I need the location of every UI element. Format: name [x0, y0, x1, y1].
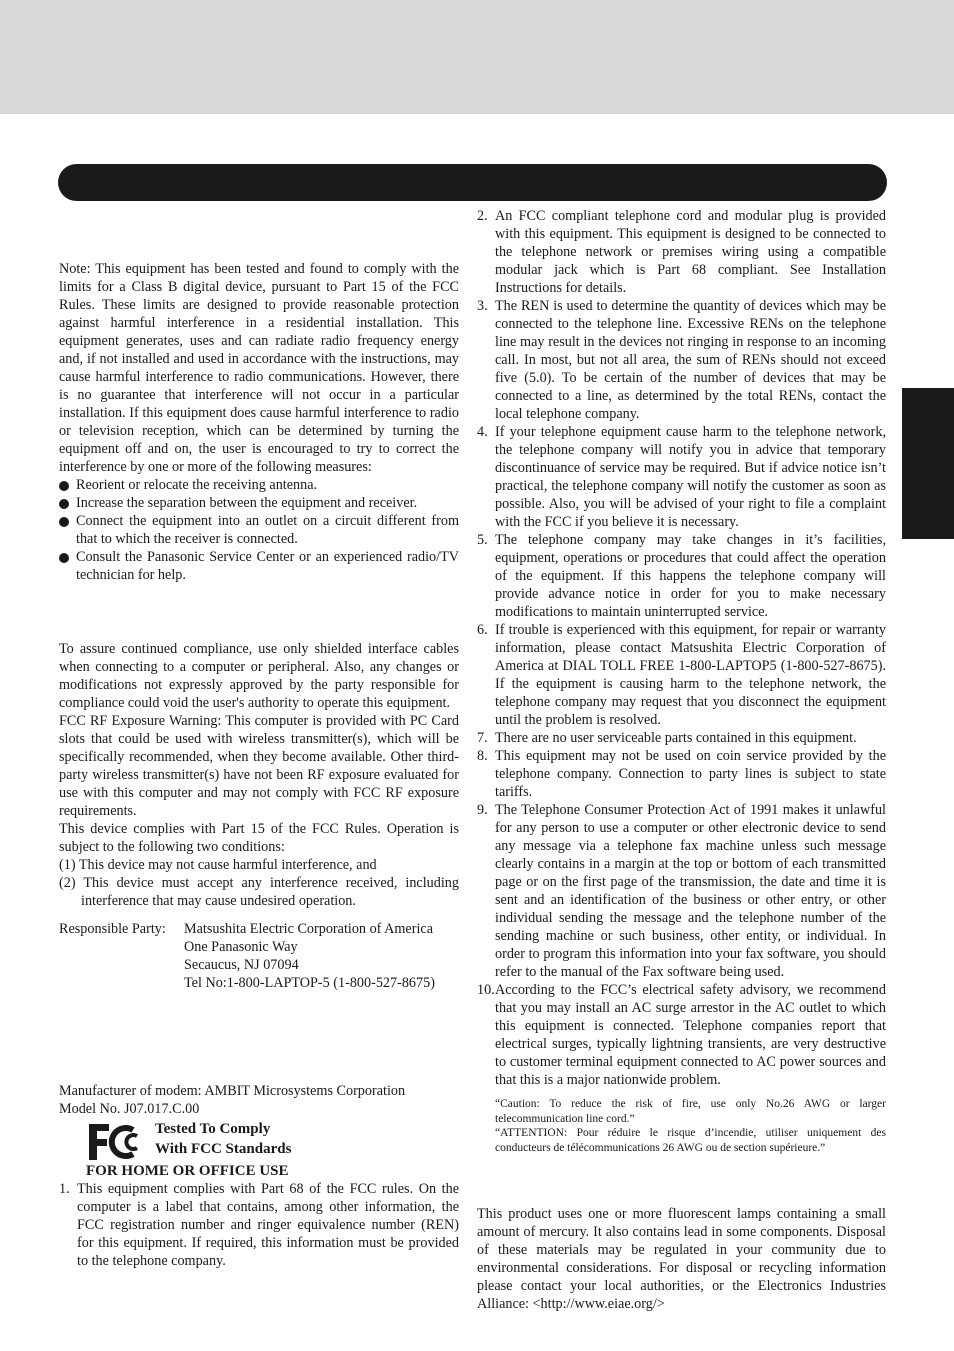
modem-manufacturer: Manufacturer of modem: AMBIT Microsystems Corporation	[59, 1083, 406, 1099]
fcc-compliance-block	[59, 1120, 459, 1180]
fcc-class-b-note: Note: This equipment has been tested and found to comply with the limits for a Class B digital device, pursuant to Part 15 of the FCC Rules. These limits are designed to provide reasonable protection against harmful interference in a residential installation. This equipment generates, uses and can radiate radio frequency energy and, if not installed and used in accordance with the instructions, may cause harmful interference to radio communications. However, there is no guarantee that interference will not occur in a particular installation. If this equipment does cause harmful interference to radio or television reception, which can be determined by turning the equipment off and on, the user is encouraged to try to correct the interference by one or more of the following measures:	[59, 261, 459, 475]
section-header-bar	[58, 164, 887, 201]
bullet-item: Increase the separation between the equipment and receiver.	[59, 494, 459, 512]
bullet-item: Consult the Panasonic Service Center or an experienced radio/TV technician for help.	[59, 548, 459, 584]
mercury-notice	[477, 1205, 886, 1313]
left-column	[59, 260, 459, 584]
list-item: 7. There are no user serviceable parts contained in this equipment.	[477, 730, 857, 746]
responsible-label: Responsible Party:	[59, 921, 166, 937]
bullet-item: Reorient or relocate the receiving antenna.	[59, 476, 459, 494]
list-item: 8. This equipment may not be used on coin service provided by the telephone company. Connection to party lines is subject to state tariffs.	[477, 748, 886, 800]
bullet-icon	[59, 553, 69, 563]
list-item: 6. If trouble is experienced with this equipment, for repair or warranty information, please contact Matsushita Electric Corporation of America at DIAL TOLL FREE 1-800-LAPTOP5 (1-800-527-8675). If the equipment is causing harm to the telephone network, the telephone company may request that you disconnect the equipment until the problem is resolved.	[477, 622, 886, 728]
list-item: 9. The Telephone Consumer Protection Act of 1991 makes it unlawful for any person to use a computer or other electronic device to send any message via a telephone fax machine unless such message clearly contains in a margin at the top or bottom of each transmitted page or on the first page of the transmission, the date and time it is sent and an identification of the business or other entry, or other individual sending the message and the telephone number of the sending machine or such business, other entity, or individual. In order to program this information into your fax software, you should refer to the manual of the Fax software being used.	[477, 802, 886, 980]
rf-warning-paragraph: FCC RF Exposure Warning: This computer is provided with PC Card slots that could be used with wireless transmitter(s), which will be specifically recommended, when they become available. Other third-party wireless transmitter(s) have not been RF exposure evaluated for use with this computer and may not comply with FCC RF exposure requirements.	[59, 713, 459, 819]
part15-paragraph: This device complies with Part 15 of the FCC Rules. Operation is subject to the following two conditions:	[59, 821, 459, 855]
caution-english: “Caution: To reduce the risk of fire, use only No.26 AWG or larger telecommunication line cord.”	[495, 1098, 886, 1125]
modem-model: Model No. J07.017.C.00	[59, 1101, 200, 1117]
side-tab-marker	[902, 388, 954, 539]
responsible-line: Secaucus, NJ 07094	[184, 957, 299, 973]
fcc-home-office-line: FOR HOME OR OFFICE USE	[86, 1163, 289, 1179]
responsible-party	[59, 920, 459, 992]
bullet-icon	[59, 517, 69, 527]
list-item: 5. The telephone company may take changes in it’s facilities, equipment, operations or procedures that could affect the operation of the equipment. If this happens the telephone company will provide advance notice in order for you to make necessary modifications to maintain uninterrupted service.	[477, 532, 886, 620]
left-column-modem	[59, 1082, 459, 1270]
list-item: 1. This equipment complies with Part 68 of the FCC rules. On the computer is a label that contains, among other information, the FCC registration number and ringer equivalence number (REN) for this equipment. If required, this information must be provided to the telephone company.	[59, 1181, 459, 1269]
responsible-line: One Panasonic Way	[184, 939, 298, 955]
bullet-icon	[59, 499, 69, 509]
top-gray-band	[0, 0, 954, 114]
list-item: 10. According to the FCC’s electrical safety advisory, we recommend that you may install an AC surge arrestor in the AC outlet to which this equipment is connected. Telephone companies report that electrical surges, typically lightning transients, are very destructive to customer terminal equipment connected to AC power sources and that this is a major nationwide problem.	[477, 982, 886, 1088]
bullet-item: Connect the equipment into an outlet on a circuit different from that to which the receiver is connected.	[59, 512, 459, 548]
right-column	[477, 207, 886, 1155]
list-item: 2. An FCC compliant telephone cord and modular plug is provided with this equipment. This equipment is designed to be connected to the telephone network or premises wiring using a compatible modular jack which is Part 68 compliant. See Installation Instructions for details.	[477, 208, 886, 296]
caution-french: “ATTENTION: Pour réduire le risque d’incendie, utiliser uniquement des conducteurs de télécommunications 26 AWG ou de section supérieure.”	[495, 1127, 886, 1154]
fcc-standards-line: With FCC Standards	[155, 1141, 292, 1157]
fcc-logo-icon	[87, 1122, 145, 1162]
fcc-tested-line: Tested To Comply	[155, 1121, 271, 1137]
mercury-paragraph: This product uses one or more fluorescent lamps containing a small amount of mercury. It also contains lead in some components. Disposal of these materials may be regulated in your community due to environmental considerations. For disposal or recycling information please contact your local authorities, or the Electronics Industries Alliance: <http://www.eiae.org/>	[477, 1206, 886, 1312]
condition-2: (2) This device must accept any interference received, including interference that may cause undesired operation.	[59, 875, 459, 909]
responsible-line: Matsushita Electric Corporation of America	[184, 921, 433, 937]
list-item: 3. The REN is used to determine the quantity of devices which may be connected to the telephone line. Excessive RENs on the telephone line may result in the devices not ringing in response to an incoming call. In most, but not all area, the sum of RENs should not exceed five (5.0). To be certain of the number of devices that may be connected to a line, as determined by the total RENs, contact the local telephone company.	[477, 298, 886, 422]
responsible-line: Tel No:1-800-LAPTOP-5 (1-800-527-8675)	[184, 975, 435, 991]
list-item: 4. If your telephone equipment cause harm to the telephone network, the telephone company will notify you in advice that temporary discontinuance of service may be required. But if advice notice isn’t practical, the telephone company will notify the customer as soon as possible. Also, you will be advised of your right to file a complaint with the FCC if you believe it is necessary.	[477, 424, 886, 530]
left-column-compliance	[59, 640, 459, 992]
compliance-paragraph: To assure continued compliance, use only shielded interface cables when connecting to a computer or peripheral. Also, any changes or modifications not expressly approved by the party responsible for compliance could void the user's authority to operate this equipment.	[59, 641, 459, 711]
condition-1: (1) This device may not cause harmful interference, and	[59, 857, 377, 873]
bullet-icon	[59, 481, 69, 491]
